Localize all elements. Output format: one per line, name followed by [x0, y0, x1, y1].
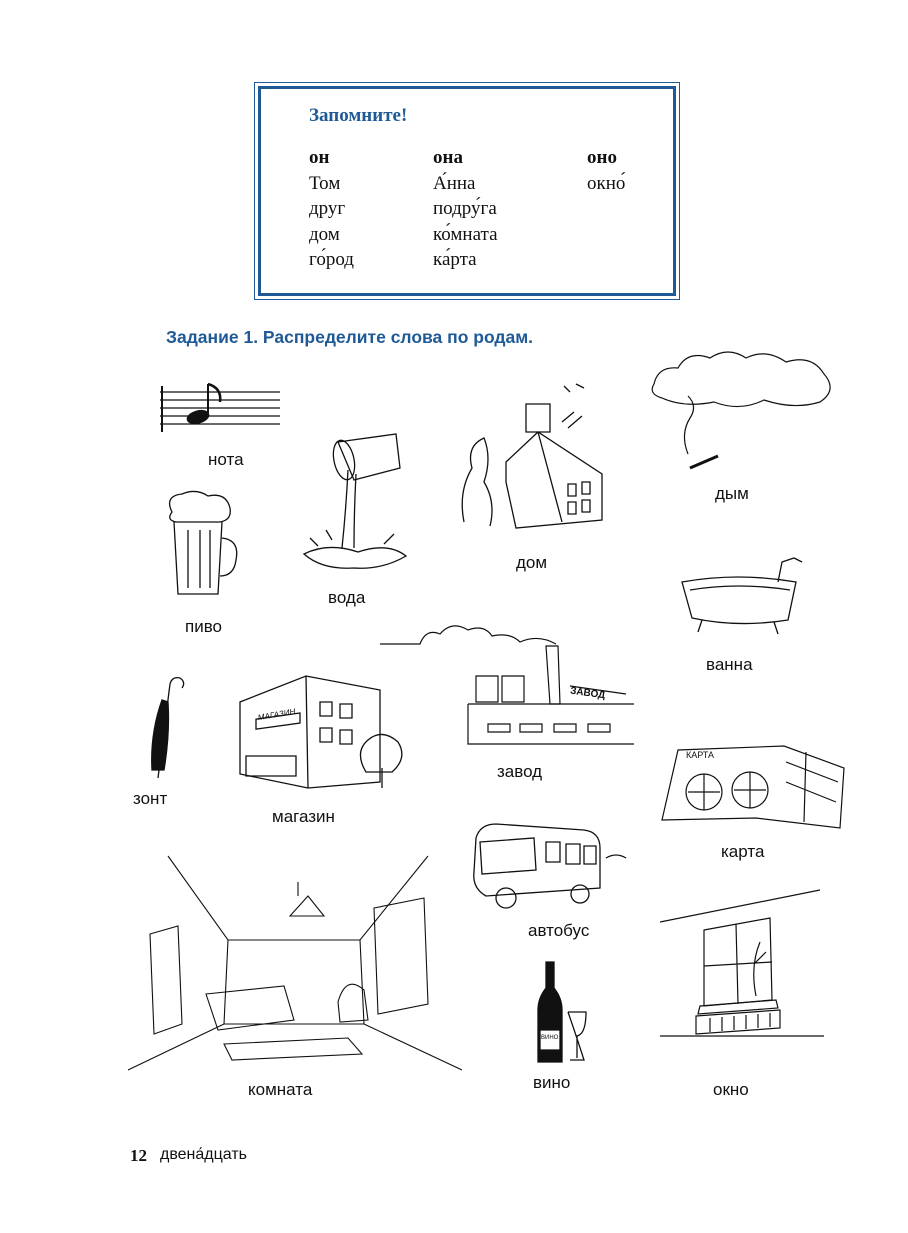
word-vino: вино: [533, 1073, 571, 1092]
word-komnata: комната: [248, 1080, 313, 1099]
memo-word: А́нна: [433, 172, 476, 194]
page-number-word: двена́дцать: [160, 1146, 247, 1163]
word-okno: окно: [713, 1080, 749, 1099]
room-icon: [128, 854, 462, 1072]
word-zavod: завод: [497, 762, 543, 781]
memo-box: [258, 86, 676, 296]
memo-title: Запомните!: [309, 105, 408, 126]
word-avtobus: автобус: [528, 921, 590, 940]
memo-column-masculine: [309, 145, 354, 273]
bucket-water-icon: [298, 430, 410, 576]
memo-word: друг: [309, 198, 346, 219]
map-icon: [656, 742, 846, 830]
memo-word: ко́мната: [433, 223, 498, 245]
beer-mug-icon: [160, 490, 240, 602]
memo-column-header: он: [309, 147, 330, 168]
word-dom: дом: [516, 553, 548, 572]
factory-icon: [380, 614, 634, 750]
memo-word: окно́: [587, 172, 626, 194]
shop-sign: МАГАЗИН: [258, 706, 296, 723]
wine-label: ВИНО: [541, 1035, 559, 1041]
word-nota: нота: [208, 450, 244, 469]
word-vanna: ванна: [706, 655, 753, 674]
task-heading: Задание 1. Распределите слова по родам.: [166, 327, 534, 347]
memo-word: подру́га: [433, 198, 497, 219]
umbrella-icon: [142, 674, 188, 782]
map-sign: КАРТА: [686, 750, 715, 760]
word-zont: зонт: [133, 789, 168, 808]
memo-column-feminine: [433, 145, 498, 273]
bathtub-icon: [678, 556, 808, 640]
smoke-icon: [644, 344, 840, 474]
wine-bottle-icon: [532, 958, 588, 1068]
memo-column-header: она: [433, 147, 463, 168]
page-number: 12: [130, 1146, 147, 1165]
word-dym: дым: [715, 484, 749, 503]
factory-sign: ЗАВОД: [569, 685, 606, 702]
word-magazin: магазин: [272, 807, 335, 826]
memo-word: дом: [309, 223, 340, 245]
house-icon: [456, 382, 614, 532]
word-pivo: пиво: [185, 617, 222, 636]
word-voda: вода: [328, 588, 366, 607]
musical-note-icon: [160, 378, 280, 434]
bus-icon: [466, 818, 632, 912]
memo-word: го́род: [309, 249, 354, 270]
memo-word: Том: [309, 172, 341, 194]
memo-word: ка́рта: [433, 249, 477, 270]
memo-column-header: оно: [587, 147, 617, 168]
memo-column-neuter: [587, 145, 625, 196]
word-karta: карта: [721, 842, 765, 861]
window-icon: [660, 886, 824, 1046]
